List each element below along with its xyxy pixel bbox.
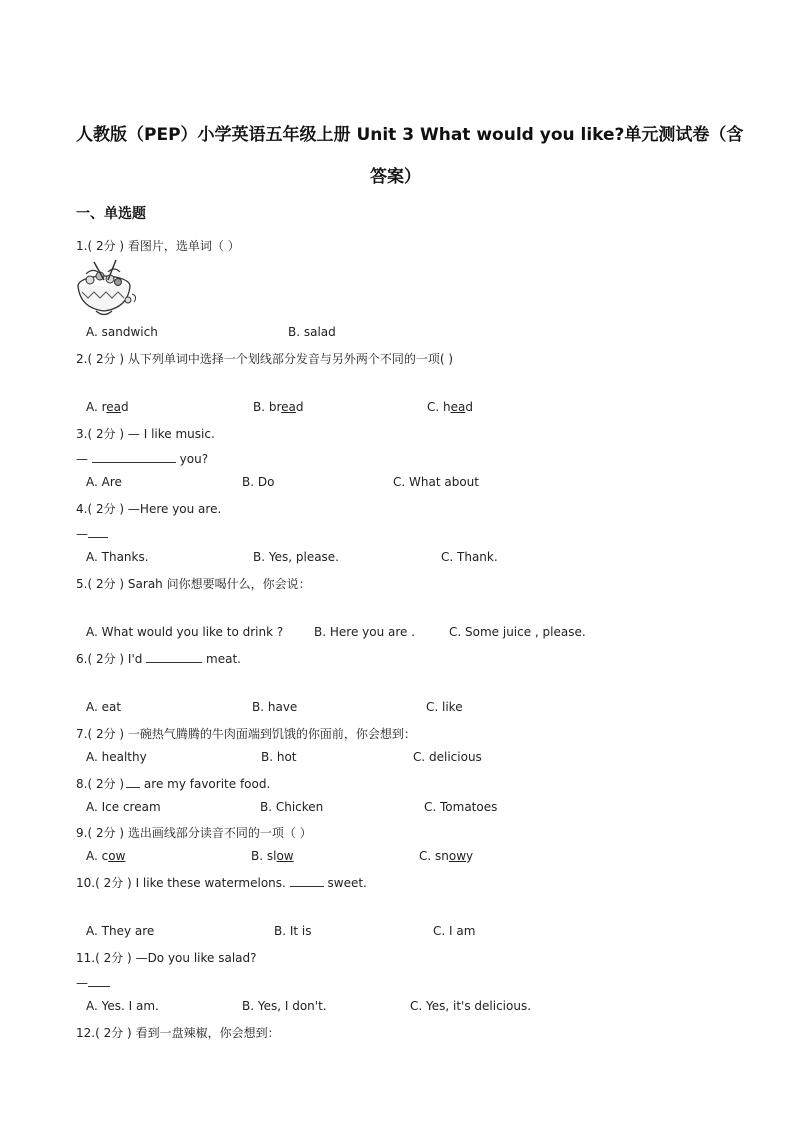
q1-option-b[interactable]: B. salad xyxy=(288,325,336,339)
q6-option-c[interactable]: C. like xyxy=(426,700,463,714)
dash: — xyxy=(76,527,88,541)
question-stem: 选出画线部分读音不同的一项（ ） xyxy=(127,826,312,840)
question-10 xyxy=(76,874,367,891)
question-11 xyxy=(76,949,257,966)
question-6 xyxy=(76,650,241,667)
question-stem: —Here you are. xyxy=(127,502,222,516)
q11-option-b[interactable]: B. Yes, I don't. xyxy=(242,999,327,1013)
question-8 xyxy=(76,775,270,792)
answer-blank[interactable] xyxy=(146,650,202,663)
question-stem: meat. xyxy=(206,652,241,666)
question-score: ( 2分 ) xyxy=(87,826,125,840)
question-stem: 看图片，选单词（ ） xyxy=(127,239,240,253)
question-5 xyxy=(76,575,311,592)
question-stem: I'd xyxy=(127,652,143,666)
underlined-letters: ea xyxy=(106,400,122,414)
q3-option-b[interactable]: B. Do xyxy=(242,475,275,489)
question-number: 9. xyxy=(76,826,88,840)
q5-option-a[interactable]: A. What would you like to drink ? xyxy=(86,625,284,639)
question-number: 6. xyxy=(76,652,88,666)
answer-blank[interactable] xyxy=(290,874,324,887)
question-number: 10. xyxy=(76,876,96,890)
question-score: ( 2分 ) xyxy=(87,577,125,591)
question-2 xyxy=(76,350,453,367)
question-stem: 一碗热气腾腾的牛肉面端到饥饿的你面前，你会想到： xyxy=(127,727,416,741)
option-text: d xyxy=(295,400,304,414)
option-text: d xyxy=(121,400,129,414)
question-number: 4. xyxy=(76,502,88,516)
q7-option-a[interactable]: A. healthy xyxy=(86,750,147,764)
q4-option-a[interactable]: A. Thanks. xyxy=(86,550,149,564)
question-score: ( 2分 ) xyxy=(87,777,125,791)
question-score: ( 2分 ) xyxy=(87,727,125,741)
question-4-line2 xyxy=(76,525,108,541)
question-1 xyxy=(76,237,240,254)
q7-option-c[interactable]: C. delicious xyxy=(413,750,482,764)
question-score: ( 2分 ) xyxy=(95,951,132,965)
question-score: ( 2分 ) xyxy=(87,239,125,253)
answer-blank[interactable] xyxy=(88,974,110,987)
q11-option-a[interactable]: A. Yes. I am. xyxy=(86,999,159,1013)
dash: — xyxy=(76,452,88,466)
question-stem: I like these watermelons. xyxy=(135,876,286,890)
q3-option-a[interactable]: A. Are xyxy=(86,475,122,489)
q8-option-b[interactable]: B. Chicken xyxy=(260,800,324,814)
question-number: 3. xyxy=(76,427,88,441)
q4-option-b[interactable]: B. Yes, please. xyxy=(253,550,339,564)
option-text: A. c xyxy=(86,849,109,863)
option-text: A. r xyxy=(86,400,107,414)
question-stem: —Do you like salad? xyxy=(135,951,257,965)
question-3 xyxy=(76,425,215,442)
q5-option-c[interactable]: C. Some juice , please. xyxy=(449,625,586,639)
question-score: ( 2分 ) xyxy=(87,352,125,366)
answer-blank[interactable] xyxy=(88,525,108,538)
option-text: d xyxy=(465,400,473,414)
page-title-line1: 人教版（PEP）小学英语五年级上册 Unit 3 What would you like?单元测试卷（含 xyxy=(76,125,744,145)
dash: — xyxy=(76,976,88,990)
q7-option-b[interactable]: B. hot xyxy=(261,750,297,764)
q8-option-c[interactable]: C. Tomatoes xyxy=(424,800,498,814)
q10-option-a[interactable]: A. They are xyxy=(86,924,155,938)
q6-option-b[interactable]: B. have xyxy=(252,700,298,714)
q9-option-c[interactable] xyxy=(419,849,473,863)
q5-option-b[interactable]: B. Here you are . xyxy=(314,625,416,639)
question-12 xyxy=(76,1024,280,1041)
answer-blank[interactable] xyxy=(126,775,140,788)
underlined-letters: ea xyxy=(450,400,466,414)
question-4 xyxy=(76,500,221,517)
question-score: ( 2分 ) xyxy=(95,1026,132,1040)
question-3-line2 xyxy=(76,450,208,466)
question-number: 1. xyxy=(76,239,88,253)
question-number: 8. xyxy=(76,777,88,791)
question-score: ( 2分 ) xyxy=(87,652,125,666)
section-heading: 一、单选题 xyxy=(76,206,146,222)
q11-option-c[interactable]: C. Yes, it's delicious. xyxy=(410,999,532,1013)
q3-option-c[interactable]: C. What about xyxy=(393,475,479,489)
question-number: 12. xyxy=(76,1026,96,1040)
q2-option-a[interactable] xyxy=(86,400,129,414)
question-stem: 看到一盘辣椒，你会想到： xyxy=(135,1026,280,1040)
q10-option-c[interactable]: C. I am xyxy=(433,924,476,938)
question-stem: sweet. xyxy=(327,876,367,890)
page-title-line2: 答案） xyxy=(370,167,421,187)
answer-blank[interactable] xyxy=(92,450,176,463)
question-number: 2. xyxy=(76,352,88,366)
question-number: 5. xyxy=(76,577,88,591)
q2-option-b[interactable] xyxy=(253,400,304,414)
option-text: B. br xyxy=(253,400,282,414)
question-stem: — I like music. xyxy=(127,427,215,441)
q10-option-b[interactable]: B. It is xyxy=(274,924,312,938)
question-stem: 从下列单词中选择一个划线部分发音与另外两个不同的一项( ) xyxy=(127,352,454,366)
q1-option-a[interactable]: A. sandwich xyxy=(86,325,158,339)
underlined-letters: ow xyxy=(276,849,294,863)
q9-option-b[interactable] xyxy=(251,849,294,863)
q4-option-c[interactable]: C. Thank. xyxy=(441,550,498,564)
option-text: C. h xyxy=(427,400,451,414)
question-stem: Sarah 问你想要喝什么，你会说： xyxy=(127,577,311,591)
underlined-letters: ea xyxy=(281,400,296,414)
question-stem: are my favorite food. xyxy=(143,777,271,791)
question-text: you? xyxy=(179,452,209,466)
question-11-line2 xyxy=(76,974,110,990)
underlined-letters: ow xyxy=(448,849,467,863)
q8-option-a[interactable]: A. Ice cream xyxy=(86,800,161,814)
question-7 xyxy=(76,725,416,742)
question-9 xyxy=(76,824,312,841)
option-text: C. sn xyxy=(419,849,449,863)
q6-option-a[interactable]: A. eat xyxy=(86,700,122,714)
question-score: ( 2分 ) xyxy=(87,502,125,516)
question-score: ( 2分 ) xyxy=(87,427,125,441)
question-score: ( 2分 ) xyxy=(95,876,132,890)
option-text: B. sl xyxy=(251,849,277,863)
underlined-letters: ow xyxy=(108,849,126,863)
salad-bowl-image xyxy=(74,256,140,320)
question-number: 11. xyxy=(76,951,96,965)
question-number: 7. xyxy=(76,727,88,741)
q2-option-c[interactable] xyxy=(427,400,473,414)
option-text: y xyxy=(466,849,474,863)
q9-option-a[interactable] xyxy=(86,849,125,863)
